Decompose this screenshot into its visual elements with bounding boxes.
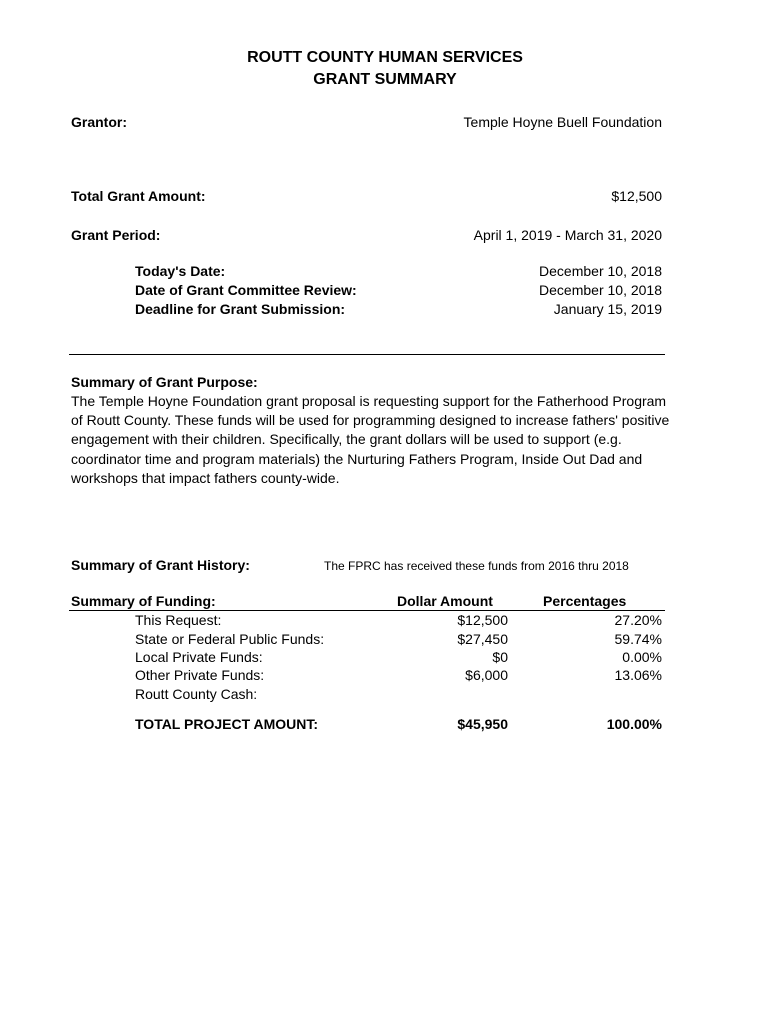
- total-grant-label: Total Grant Amount:: [71, 188, 206, 204]
- history-text: The FPRC has received these funds from 2016 thru 2018: [324, 559, 629, 573]
- funding-header-rule: [69, 610, 665, 611]
- col-percentages: Percentages: [543, 593, 627, 609]
- funding-row-amount: $12,500: [457, 612, 508, 628]
- total-project-label: TOTAL PROJECT AMOUNT:: [135, 716, 319, 732]
- document-subtitle: GRANT SUMMARY: [313, 71, 457, 88]
- col-dollar-amount: Dollar Amount: [397, 593, 493, 609]
- funding-row-name: State or Federal Public Funds:: [135, 631, 325, 647]
- funding-row-amount: $6,000: [465, 667, 508, 683]
- funding-heading: Summary of Funding:: [71, 593, 216, 609]
- funding-row-name: This Request:: [135, 612, 222, 628]
- document-title: ROUTT COUNTY HUMAN SERVICES: [247, 49, 523, 66]
- todays-date-value: December 10, 2018: [539, 263, 662, 279]
- grant-period-label: Grant Period:: [71, 227, 161, 243]
- total-project-amount: $45,950: [457, 716, 508, 732]
- history-heading: Summary of Grant History:: [71, 557, 250, 573]
- grantor-value: Temple Hoyne Buell Foundation: [463, 114, 662, 130]
- committee-review-value: December 10, 2018: [539, 282, 662, 298]
- submission-deadline-label: Deadline for Grant Submission:: [135, 301, 346, 317]
- funding-row-percent: 27.20%: [614, 612, 662, 628]
- funding-row-name: Other Private Funds:: [135, 667, 265, 683]
- funding-row-name: Routt County Cash:: [135, 686, 258, 702]
- todays-date-label: Today's Date:: [135, 263, 226, 279]
- grantor-label: Grantor:: [71, 114, 127, 130]
- grant-period-value: April 1, 2019 - March 31, 2020: [473, 227, 662, 243]
- total-project-percent: 100.00%: [606, 716, 662, 732]
- funding-row-amount: $0: [492, 649, 508, 665]
- purpose-text: The Temple Hoyne Foundation grant proposal is requesting support for the Fatherhood Program of Routt County. These funds will be used for programming designed to increase fathers' positive engagement with their children. Specifically, the grant dollars will be used to support (e.g. coordinator time and program materials) the Nurturing Fathers Program, Inside Out Dad and workshops that impact fathers county-wide.: [71, 393, 670, 486]
- purpose-heading: Summary of Grant Purpose:: [71, 374, 258, 390]
- funding-row-percent: 13.06%: [614, 667, 662, 683]
- submission-deadline-value: January 15, 2019: [553, 301, 662, 317]
- funding-row-percent: 59.74%: [614, 631, 662, 647]
- committee-review-label: Date of Grant Committee Review:: [135, 282, 357, 298]
- funding-row-name: Local Private Funds:: [135, 649, 263, 665]
- funding-row-amount: $27,450: [457, 631, 508, 647]
- section-divider: [69, 354, 665, 355]
- total-grant-value: $12,500: [611, 188, 662, 204]
- funding-row-percent: 0.00%: [622, 649, 662, 665]
